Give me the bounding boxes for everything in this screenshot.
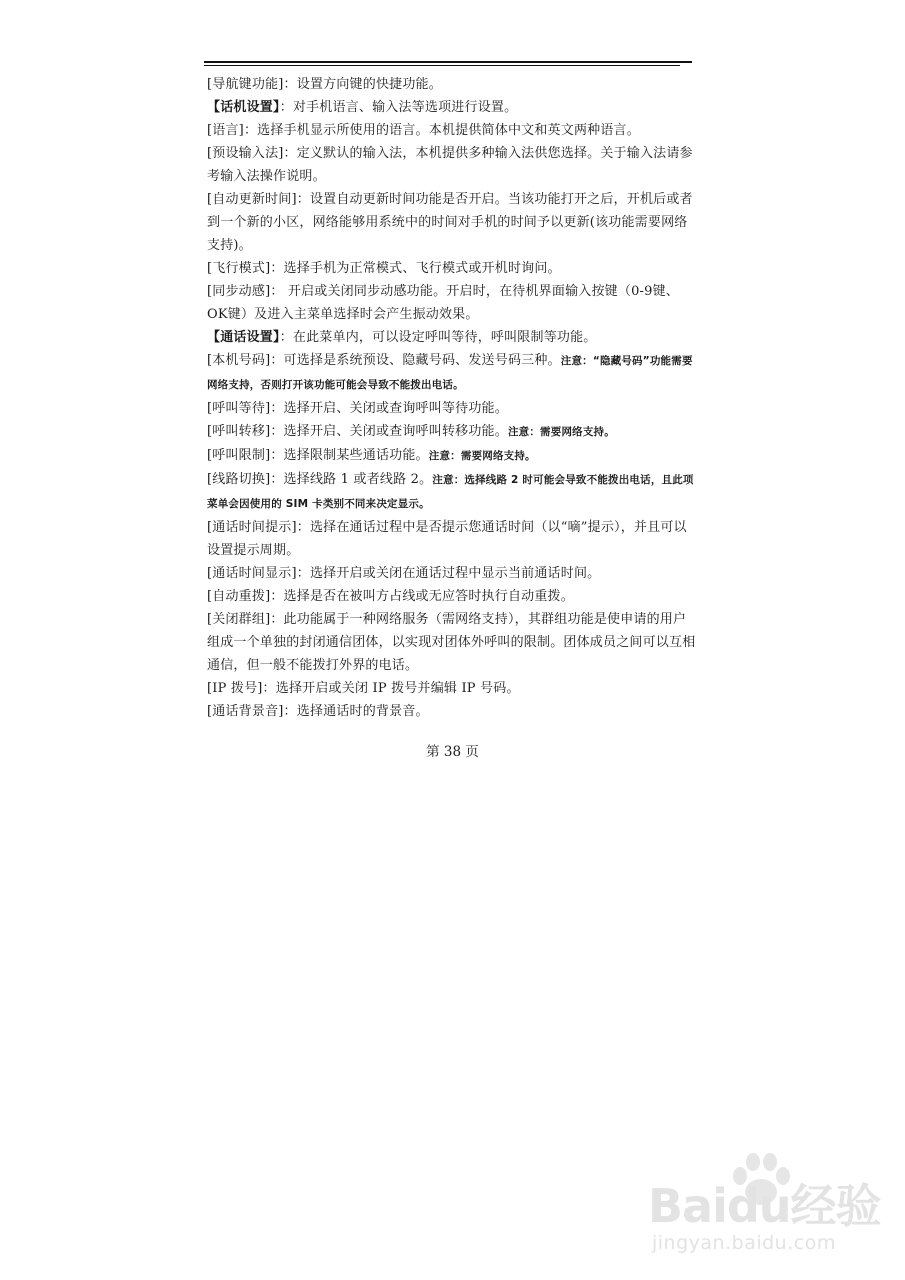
paragraph-text: [本机号码]：可选择是系统预设、隐藏号码、发送号码三种。 <box>207 353 561 368</box>
paragraph <box>207 444 697 468</box>
paragraph <box>207 257 697 280</box>
paragraph-text: [线路切换]：选择线路 1 或者线路 2。 <box>207 472 433 487</box>
paragraph-text: [IP 拨号]：选择开启或关闭 IP 拨号并编辑 IP 号码。 <box>207 681 520 696</box>
paragraph-text: [同步动感]： 开启或关闭同步动感功能。开启时，在待机界面输入按键（0-9键、OK键）及进入主菜单选择时会产生振动效果。 <box>207 284 680 322</box>
paragraph-text: [呼叫限制]：选择限制某些通话功能。 <box>207 448 429 463</box>
paragraph <box>207 280 697 326</box>
paragraph-text: [预设输入法]：定义默认的输入法，本机提供多种输入法供您选择。关于输入法请参考输入法操作说明。 <box>207 146 693 184</box>
note-text: 注意：“隐藏号码”功能需要网络支持，否则打开该功能可能会导致不能拨出电话。 <box>207 355 693 391</box>
paragraph <box>207 349 697 397</box>
paragraph <box>207 468 697 516</box>
paragraph <box>207 397 697 420</box>
paragraph-text: [通话背景音]：选择通话时的背景音。 <box>207 704 429 719</box>
paragraph-text: [自动更新时间]：设置自动更新时间功能是否开启。当该功能打开之后，开机后或者到一个新的小区，网络能够用系统中的时间对手机的时间予以更新(该功能需要网络支持)。 <box>207 192 693 253</box>
watermark-url: jingyan.baidu.com <box>652 1232 836 1254</box>
paragraph-text: [飞行模式]：选择手机为正常模式、飞行模式或开机时询问。 <box>207 261 561 276</box>
paragraph <box>207 420 697 444</box>
paragraph <box>207 96 697 119</box>
paragraph-text: [关闭群组]：此功能属于一种网络服务（需网络支持），其群组功能是使申请的用户组成一个单独的封闭通信团体，以实现对团体外呼叫的限制。团体成员之间可以互相通信，但一般不能拨打外界的电话。 <box>207 612 696 673</box>
paragraph-text: [呼叫转移]：选择开启、关闭或查询呼叫转移功能。 <box>207 424 508 439</box>
baidu-watermark <box>648 1150 888 1260</box>
watermark-logo: Baidu经验 <box>648 1179 881 1233</box>
paragraph <box>207 142 697 188</box>
paragraph-text: ：在此菜单内，可以设定呼叫等待，呼叫限制等功能。 <box>279 330 597 345</box>
paragraph-text: [通话时间提示]：选择在通话过程中是否提示您通话时间（以“嘀”提示），并且可以设置提示周期。 <box>207 520 687 558</box>
paragraph <box>207 677 697 700</box>
note-text: 注意：需要网络支持。 <box>507 426 615 438</box>
paragraph-text: ：对手机语言、输入法等选项进行设置。 <box>279 100 518 115</box>
section-heading: 【话机设置】 <box>207 100 280 115</box>
paragraph <box>207 516 697 562</box>
paragraph <box>207 188 697 257</box>
paragraph <box>207 326 697 349</box>
page-number: 第 38 页 <box>426 744 479 760</box>
section-heading: 【通话设置】 <box>207 330 280 345</box>
paragraph-text: [呼叫等待]：选择开启、关闭或查询呼叫等待功能。 <box>207 401 508 416</box>
header-rule <box>204 61 692 63</box>
paragraph <box>207 585 697 608</box>
note-text: 注意：选择线路 2 时可能会导致不能拨出电话，且此项菜单会因使用的 SIM 卡类别不同来决定显示。 <box>207 474 694 510</box>
paragraph-text: [自动重拨]：选择是否在被叫方占线或无应答时执行自动重拨。 <box>207 589 574 604</box>
paragraph-text: [导航键功能]：设置方向键的快捷功能。 <box>207 77 442 92</box>
note-text: 注意：需要网络支持。 <box>428 450 536 462</box>
paragraph <box>207 119 697 142</box>
paragraph <box>207 700 697 723</box>
document-body <box>207 73 697 723</box>
paragraph <box>207 562 697 585</box>
paragraph-text: [语言]：选择手机显示所使用的语言。本机提供简体中文和英文两种语言。 <box>207 123 640 138</box>
paragraph <box>207 73 697 96</box>
paragraph-text: [通话时间显示]：选择开启或关闭在通话过程中显示当前通话时间。 <box>207 566 601 581</box>
header-rule-thin <box>204 65 680 66</box>
paragraph <box>207 608 697 677</box>
